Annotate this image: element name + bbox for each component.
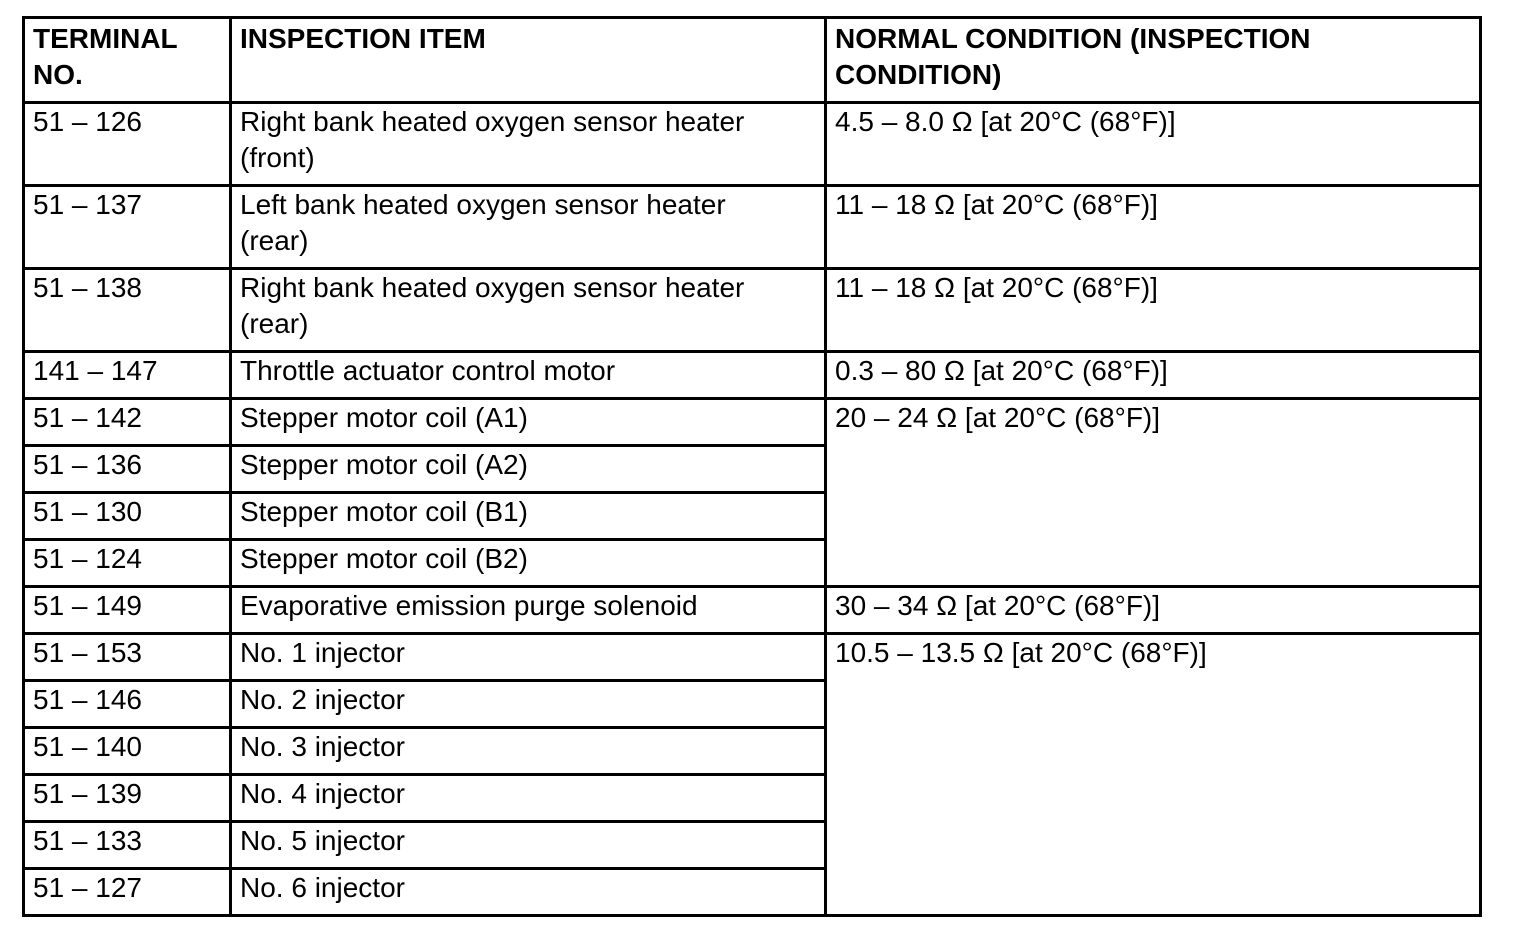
item-cell: No. 5 injector bbox=[231, 822, 826, 869]
item-cell: No. 4 injector bbox=[231, 775, 826, 822]
terminal-cell: 51 – 149 bbox=[24, 587, 231, 634]
item-cell: Stepper motor coil (A1) bbox=[231, 399, 826, 446]
table-row bbox=[24, 399, 1481, 446]
terminal-cell: 51 – 138 bbox=[24, 269, 231, 352]
item-cell: Stepper motor coil (A2) bbox=[231, 446, 826, 493]
condition-cell-stepper-coils: 20 – 24 Ω [at 20°C (68°F)] bbox=[826, 399, 1481, 587]
header-normal-condition: NORMAL CONDITION (INSPECTION CONDITION) bbox=[826, 18, 1481, 103]
terminal-cell: 141 – 147 bbox=[24, 352, 231, 399]
terminal-cell: 51 – 146 bbox=[24, 681, 231, 728]
item-cell: Right bank heated oxygen sensor heater (front) bbox=[231, 103, 826, 186]
condition-cell: 0.3 – 80 Ω [at 20°C (68°F)] bbox=[826, 352, 1481, 399]
terminal-cell: 51 – 142 bbox=[24, 399, 231, 446]
condition-cell-injectors: 10.5 – 13.5 Ω [at 20°C (68°F)] bbox=[826, 634, 1481, 916]
header-terminal-no: TERMINAL NO. bbox=[24, 18, 231, 103]
item-cell: Left bank heated oxygen sensor heater (rear) bbox=[231, 186, 826, 269]
condition-cell: 30 – 34 Ω [at 20°C (68°F)] bbox=[826, 587, 1481, 634]
condition-cell: 11 – 18 Ω [at 20°C (68°F)] bbox=[826, 269, 1481, 352]
terminal-cell: 51 – 139 bbox=[24, 775, 231, 822]
item-cell: No. 2 injector bbox=[231, 681, 826, 728]
condition-cell: 4.5 – 8.0 Ω [at 20°C (68°F)] bbox=[826, 103, 1481, 186]
item-cell: Evaporative emission purge solenoid bbox=[231, 587, 826, 634]
table-row bbox=[24, 352, 1481, 399]
terminal-cell: 51 – 127 bbox=[24, 869, 231, 916]
header-inspection-item: INSPECTION ITEM bbox=[231, 18, 826, 103]
terminal-cell: 51 – 136 bbox=[24, 446, 231, 493]
item-cell: No. 3 injector bbox=[231, 728, 826, 775]
condition-cell: 11 – 18 Ω [at 20°C (68°F)] bbox=[826, 186, 1481, 269]
item-cell: No. 1 injector bbox=[231, 634, 826, 681]
table-row bbox=[24, 103, 1481, 186]
table-row bbox=[24, 186, 1481, 269]
terminal-cell: 51 – 140 bbox=[24, 728, 231, 775]
item-cell: Throttle actuator control motor bbox=[231, 352, 826, 399]
item-cell: Stepper motor coil (B2) bbox=[231, 540, 826, 587]
item-cell: No. 6 injector bbox=[231, 869, 826, 916]
terminal-cell: 51 – 124 bbox=[24, 540, 231, 587]
terminal-cell: 51 – 133 bbox=[24, 822, 231, 869]
table-header-row bbox=[24, 18, 1481, 103]
terminal-cell: 51 – 137 bbox=[24, 186, 231, 269]
item-cell: Stepper motor coil (B1) bbox=[231, 493, 826, 540]
terminal-cell: 51 – 153 bbox=[24, 634, 231, 681]
table-row bbox=[24, 634, 1481, 681]
terminal-cell: 51 – 130 bbox=[24, 493, 231, 540]
table-row bbox=[24, 269, 1481, 352]
inspection-table bbox=[22, 16, 1482, 917]
item-cell: Right bank heated oxygen sensor heater (rear) bbox=[231, 269, 826, 352]
table-row bbox=[24, 587, 1481, 634]
terminal-cell: 51 – 126 bbox=[24, 103, 231, 186]
